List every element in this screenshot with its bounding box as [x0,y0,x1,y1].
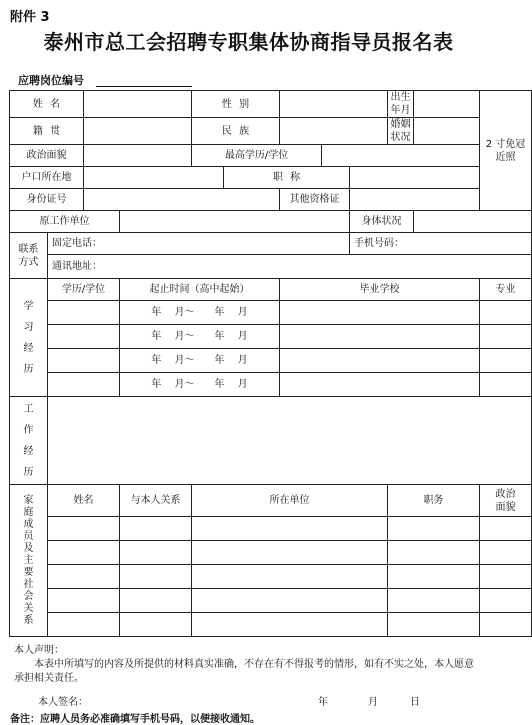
hukou-field[interactable] [84,167,224,189]
family-relation-cell[interactable] [120,517,192,541]
study-period-cell[interactable]: 年 月～ 年 月 [120,325,280,349]
political-label: 政治面貌 [10,145,84,167]
family-relation-cell[interactable] [120,613,192,637]
table-row [10,517,532,541]
phone-label: 固定电话： [52,238,102,249]
health-label: 身体状况 [350,211,414,233]
family-header-political: 政治面貌 [480,485,532,517]
other-cert-field[interactable] [350,189,480,211]
declaration-heading: 本人声明： [14,645,64,656]
family-unit-cell[interactable] [192,541,388,565]
political-field[interactable] [84,145,192,167]
prev-work-label: 原工作单位 [10,211,120,233]
table-row [10,565,532,589]
study-header-school: 毕业学校 [280,279,480,301]
declaration [14,644,482,686]
family-name-cell[interactable] [48,517,120,541]
study-degree-cell[interactable] [48,373,120,397]
family-political-cell[interactable] [480,565,532,589]
family-duty-cell[interactable] [388,517,480,541]
contact-label: 联系方式 [10,233,48,279]
prev-work-field[interactable] [120,211,350,233]
family-header-unit: 所在单位 [192,485,388,517]
education-label: 最高学历/学位 [192,145,322,167]
position-code-field[interactable] [96,86,192,87]
family-unit-cell[interactable] [192,613,388,637]
study-major-cell[interactable] [480,373,532,397]
family-name-cell[interactable] [48,541,120,565]
table-row [10,301,532,325]
date-month-label: 月 [368,697,378,708]
address-field[interactable] [48,255,532,279]
signature-field[interactable] [100,693,300,705]
study-period-cell[interactable]: 年 月～ 年 月 [120,301,280,325]
family-relation-cell[interactable] [120,565,192,589]
mobile-field[interactable] [350,233,532,255]
native-label: 籍 贯 [10,118,84,145]
declaration-body: 本表中所填写的内容及所提供的材料真实准确，不存在有不得报考的情形，如有不实之处，本人愿意承担相关责任。 [14,659,474,684]
education-field[interactable] [322,145,480,167]
address-label: 通讯地址： [52,261,102,272]
idcard-label: 身份证号 [10,189,84,211]
study-school-cell[interactable] [280,325,480,349]
study-section-label: 学习经历 [10,279,48,397]
study-degree-cell[interactable] [48,301,120,325]
ethnic-field[interactable] [280,118,388,145]
name-label: 姓 名 [10,91,84,118]
attachment-label: 附件 3 [10,10,50,25]
family-political-cell[interactable] [480,517,532,541]
work-history-field[interactable] [48,397,532,485]
name-field[interactable] [84,91,192,118]
family-header-name: 姓名 [48,485,120,517]
family-duty-cell[interactable] [388,565,480,589]
table-row [10,325,532,349]
photo-label: 2 寸免冠 近照 [485,138,526,163]
birth-field[interactable] [414,91,480,118]
family-duty-cell[interactable] [388,541,480,565]
study-school-cell[interactable] [280,301,480,325]
study-school-cell[interactable] [280,349,480,373]
idcard-field[interactable] [84,189,280,211]
study-major-cell[interactable] [480,301,532,325]
mobile-label: 手机号码： [354,238,405,249]
date-year-label: 年 [318,697,328,708]
family-political-cell[interactable] [480,589,532,613]
family-header-relation: 与本人关系 [120,485,192,517]
page-title: 泰州市总工会招聘专职集体协商指导员报名表 [43,30,454,54]
health-field[interactable] [414,211,532,233]
position-code-label: 应聘岗位编号 [18,74,84,87]
study-period-cell[interactable]: 年 月～ 年 月 [120,349,280,373]
family-political-cell[interactable] [480,541,532,565]
family-unit-cell[interactable] [192,565,388,589]
study-header-degree: 学历/学位 [48,279,120,301]
family-relation-cell[interactable] [120,541,192,565]
family-unit-cell[interactable] [192,517,388,541]
table-row [10,589,532,613]
study-major-cell[interactable] [480,349,532,373]
work-section-label: 工作经历 [10,397,48,485]
ethnic-label: 民 族 [192,118,280,145]
study-header-major: 专业 [480,279,532,301]
family-unit-cell[interactable] [192,589,388,613]
title-rank-label: 职 称 [224,167,350,189]
signature-label: 本人签名： [38,697,88,708]
family-duty-cell[interactable] [388,589,480,613]
gender-field[interactable] [280,91,388,118]
other-cert-label: 其他资格证 [280,189,350,211]
native-field[interactable] [84,118,192,145]
gender-label: 性 别 [192,91,280,118]
family-name-cell[interactable] [48,613,120,637]
table-row [10,349,532,373]
registration-form-table [9,90,532,637]
family-political-cell[interactable] [480,613,532,637]
study-school-cell[interactable] [280,373,480,397]
footnote: 备注：应聘人员务必准确填写手机号码，以便接收通知。 [10,714,260,725]
phone-field[interactable] [48,233,350,255]
study-major-cell[interactable] [480,325,532,349]
marital-label: 婚姻状况 [388,118,414,145]
hukou-label: 户口所在地 [10,167,84,189]
family-name-cell[interactable] [48,565,120,589]
table-row [10,373,532,397]
family-name-cell[interactable] [48,589,120,613]
table-row [10,613,532,637]
family-duty-cell[interactable] [388,613,480,637]
table-row [10,541,532,565]
marital-field[interactable] [414,118,480,145]
study-degree-cell[interactable] [48,325,120,349]
date-day-label: 日 [410,697,420,708]
study-period-cell[interactable]: 年 月～ 年 月 [120,373,280,397]
title-rank-field[interactable] [350,167,480,189]
study-degree-cell[interactable] [48,349,120,373]
photo-box[interactable] [480,91,532,211]
study-header-period: 起止时间（高中起始） [120,279,280,301]
birth-label: 出生年月 [388,91,414,118]
family-header-duty: 职务 [388,485,480,517]
family-relation-cell[interactable] [120,589,192,613]
family-section-label: 家庭成员及主要社会关系 [10,485,48,637]
